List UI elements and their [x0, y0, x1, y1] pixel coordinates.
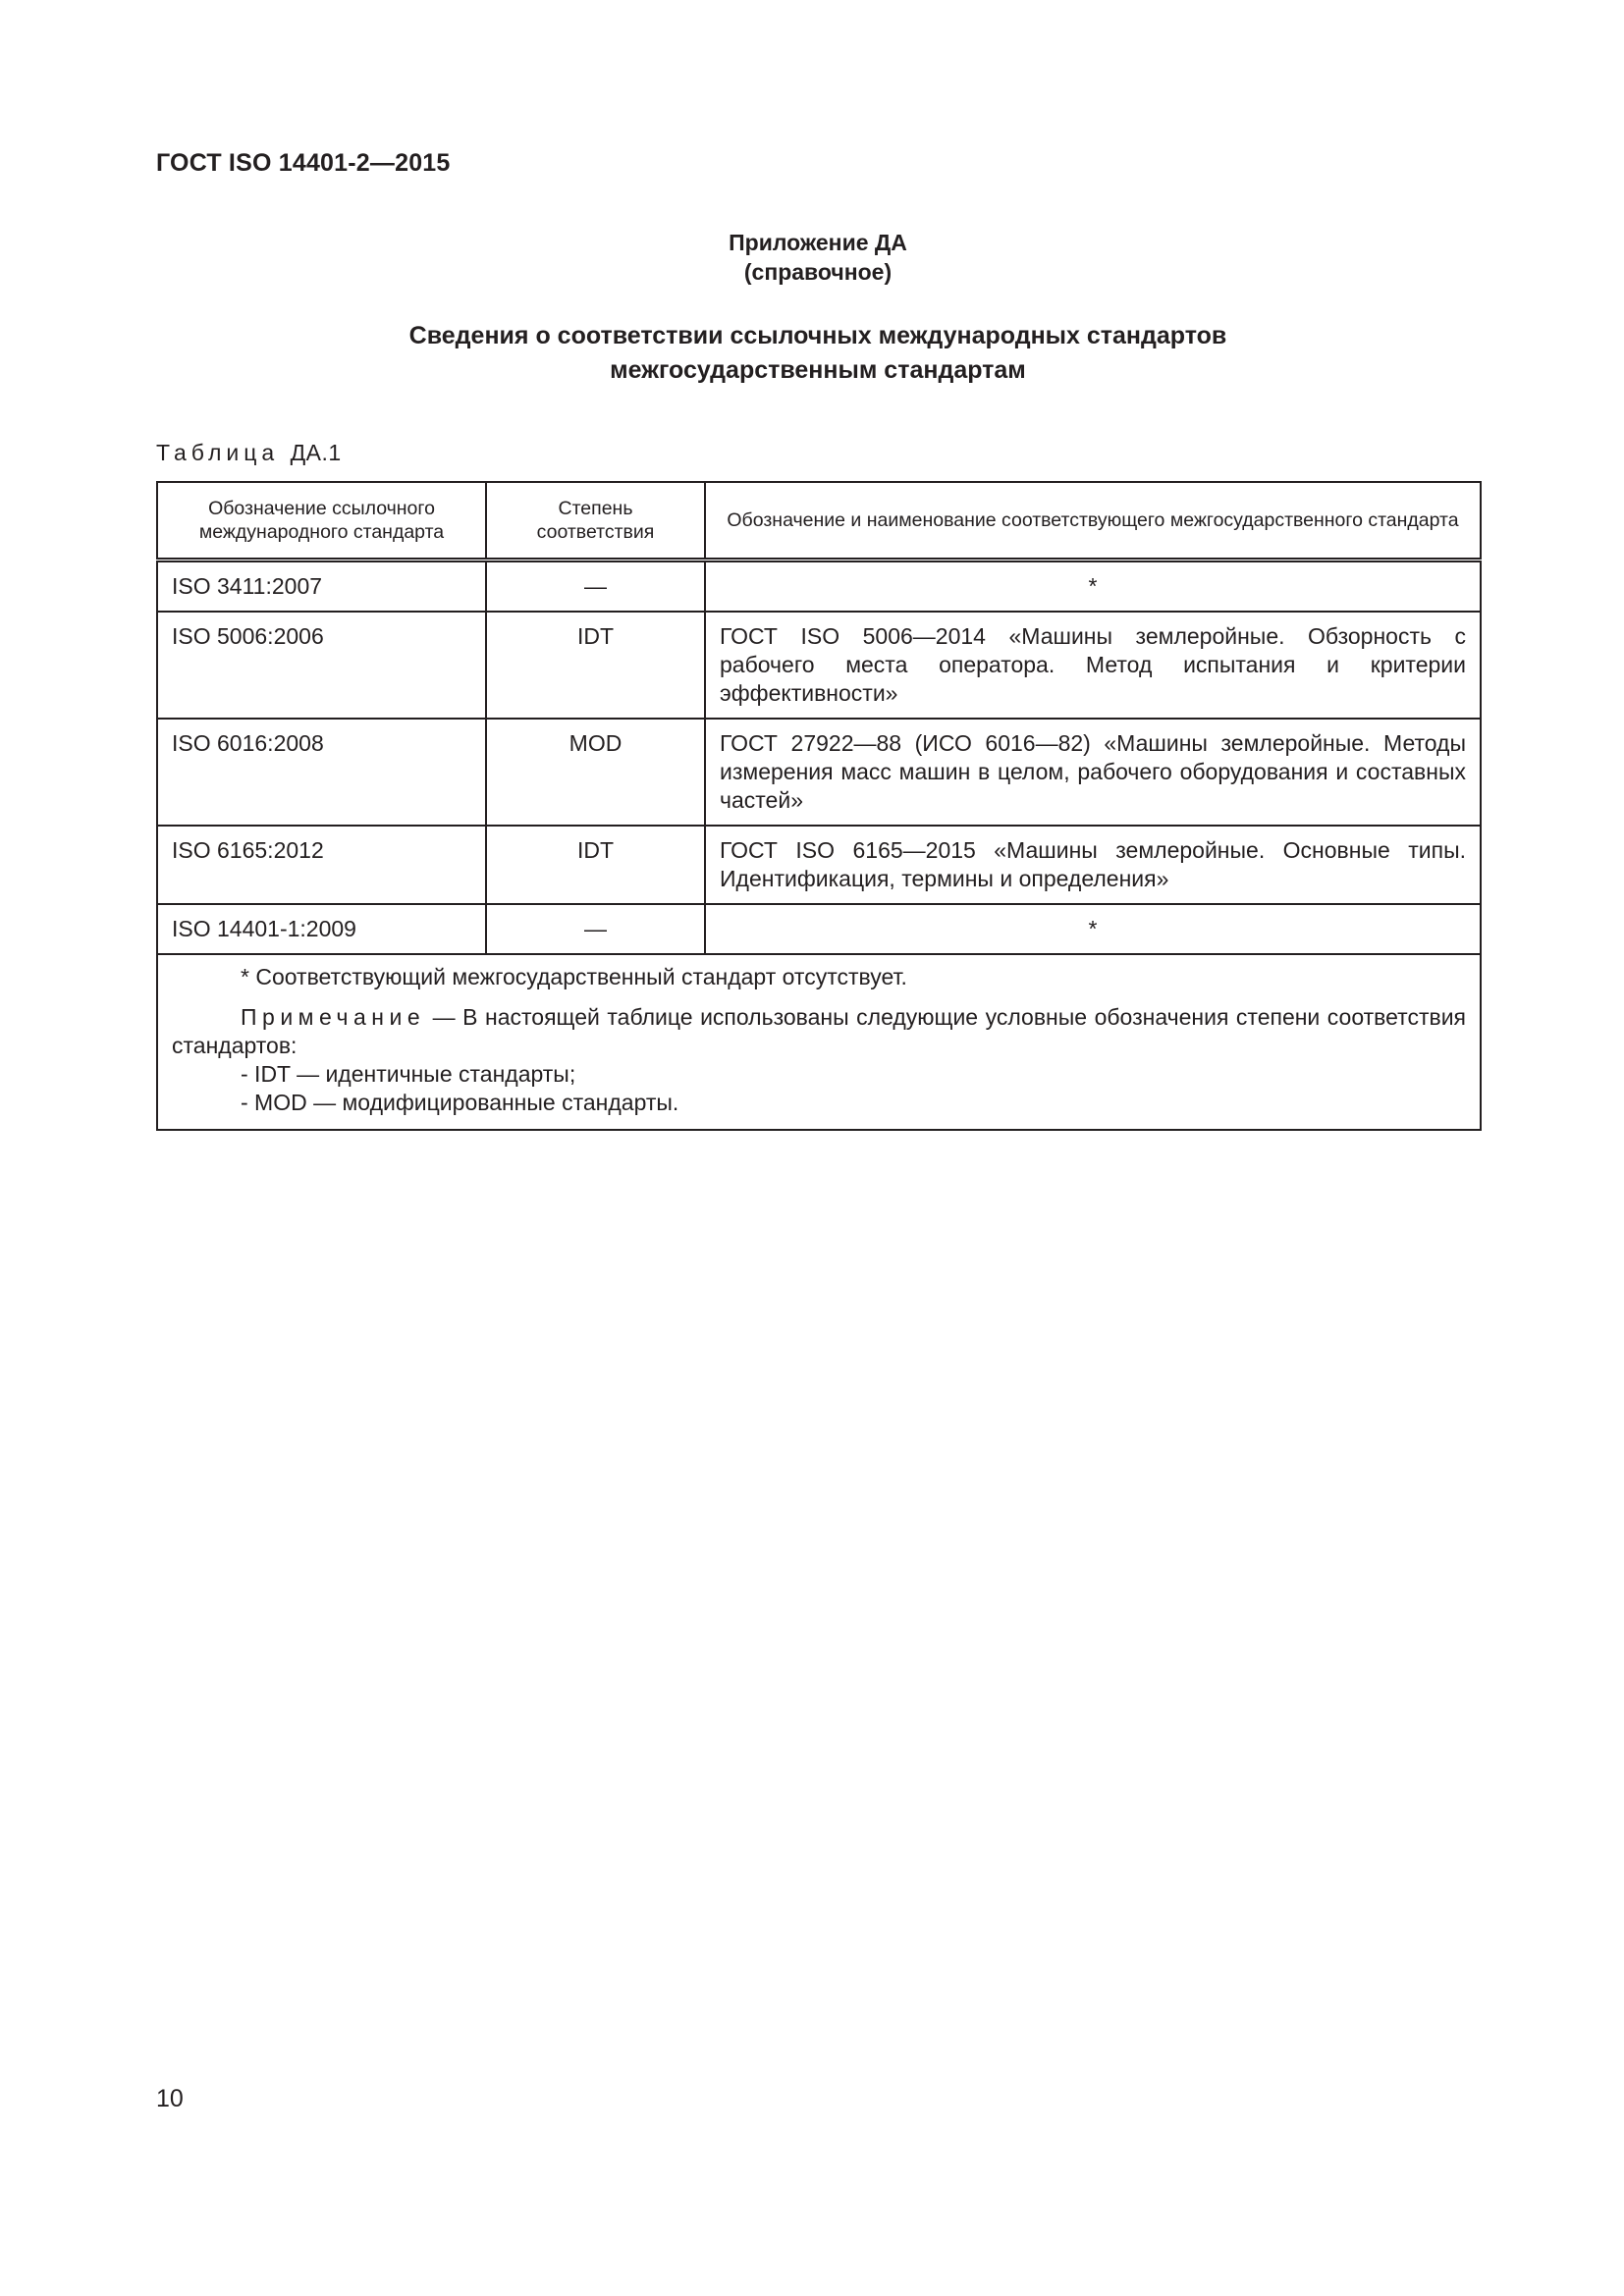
cell-equivalent: ГОСТ ISO 5006—2014 «Машины землеройные. Обзорность с рабочего места оператора. Метод испытания и критерии эффективности» — [705, 612, 1481, 719]
note-list-item: - MOD — модифицированные стандарты. — [241, 1090, 679, 1115]
table-notes — [157, 954, 1481, 1130]
standards-correspondence-table — [156, 481, 1482, 1131]
table-row — [157, 612, 1481, 719]
table-note — [172, 1003, 1466, 1060]
table-row — [157, 561, 1481, 613]
cell-degree: — — [486, 561, 705, 613]
cell-equivalent: * — [705, 561, 1481, 613]
table-footer-row — [157, 954, 1481, 1130]
cell-degree: MOD — [486, 719, 705, 826]
annex-type: (справочное) — [743, 259, 893, 285]
section-title — [156, 319, 1480, 388]
cell-equivalent: * — [705, 904, 1481, 954]
cell-standard: ISO 5006:2006 — [157, 612, 486, 719]
table-footnote: * Соответствующий межгосударственный стандарт отсутствует. — [241, 964, 907, 989]
table-caption — [156, 440, 342, 466]
document-code-header: ГОСТ ISO 14401-2—2015 — [156, 149, 451, 177]
table-header-row — [157, 482, 1481, 561]
table-row — [157, 904, 1481, 954]
page-number: 10 — [156, 2085, 184, 2112]
annex-title-block — [156, 228, 1480, 287]
cell-degree: IDT — [486, 826, 705, 904]
cell-standard: ISO 3411:2007 — [157, 561, 486, 613]
cell-degree: — — [486, 904, 705, 954]
cell-equivalent: ГОСТ 27922—88 (ИСО 6016—82) «Машины землеройные. Методы измерения масс машин в целом, рабочего оборудования и составных частей» — [705, 719, 1481, 826]
note-list-item: - IDT — идентичные стандарты; — [241, 1061, 576, 1087]
cell-degree: IDT — [486, 612, 705, 719]
section-title-line-2: межгосударственным стандартам — [610, 356, 1026, 384]
section-title-line-1: Сведения о соответствии ссылочных международных стандартов — [408, 322, 1227, 349]
note-label: Примечание — [241, 1004, 426, 1030]
note-text: — В настоящей таблице использованы следующие условные обозначения степени соответствия стандартов: — [172, 1004, 1466, 1058]
table-caption-label: Таблица — [156, 440, 280, 465]
header-interstate-standard: Обозначение и наименование соответствующего межгосударственного стандарта — [705, 482, 1481, 561]
cell-standard: ISO 6016:2008 — [157, 719, 486, 826]
cell-equivalent: ГОСТ ISO 6165—2015 «Машины землеройные. Основные типы. Идентификация, термины и определения» — [705, 826, 1481, 904]
cell-standard: ISO 6165:2012 — [157, 826, 486, 904]
table-row — [157, 826, 1481, 904]
header-degree-of-correspondence: Степень соответствия — [486, 482, 705, 561]
table-caption-number: ДА.1 — [290, 440, 342, 465]
header-international-standard: Обозначение ссылочного международного стандарта — [157, 482, 486, 561]
table-row — [157, 719, 1481, 826]
cell-standard: ISO 14401-1:2009 — [157, 904, 486, 954]
annex-title: Приложение ДА — [729, 230, 907, 255]
